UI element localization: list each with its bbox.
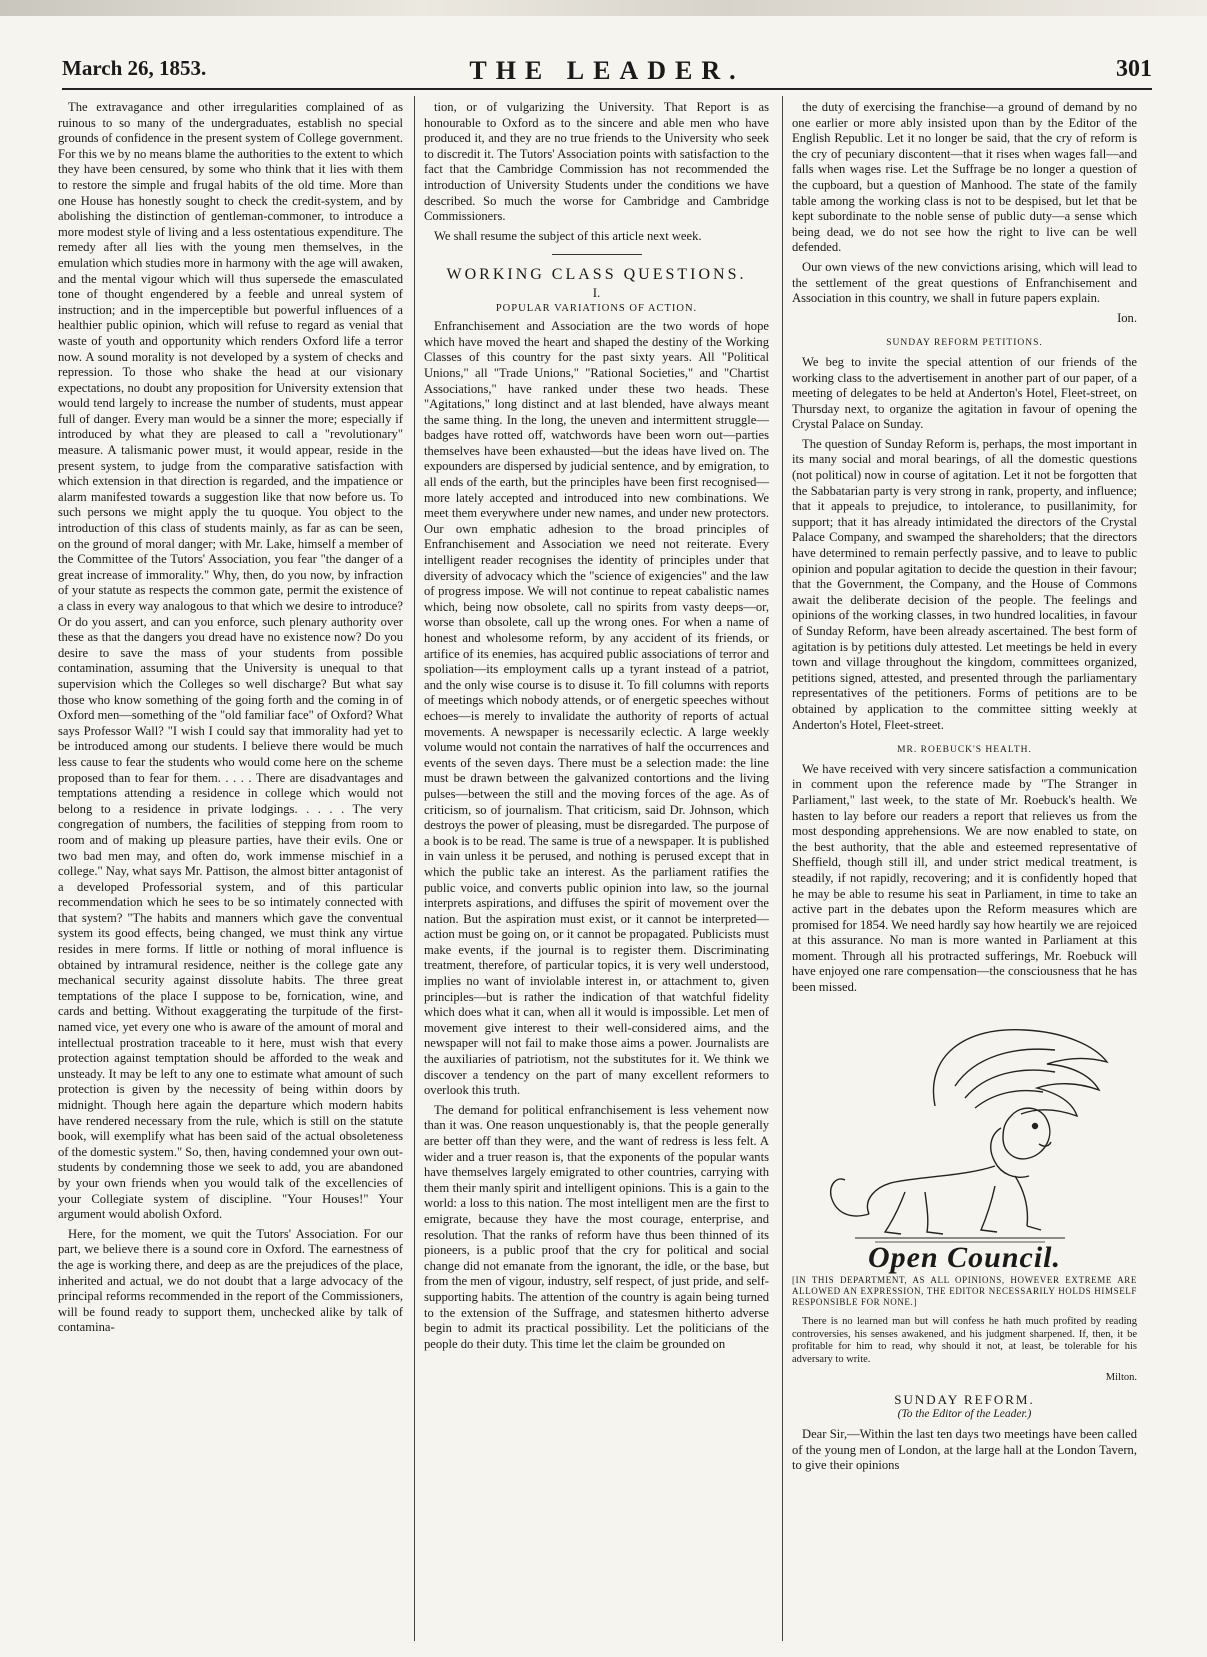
- editor-disclaimer: [IN THIS DEPARTMENT, AS ALL OPINIONS, HOWEVER EXTREME ARE ALLOWED AN EXPRESSION, THE EDITOR NECESSARILY HOLDS HIMSELF RESPONSIBLE FOR NONE.]: [792, 1275, 1137, 1308]
- section-subtitle: POPULAR VARIATIONS OF ACTION.: [495, 302, 698, 314]
- column-3: [792, 100, 1137, 1640]
- page-header: [62, 56, 1152, 86]
- article-paragraph: The question of Sunday Reform is, perhaps, the most important in its many social and moral bearings, of all the domestic questions (not political) now in course of agitation. Let it not be forgotten that the Sabbatarian party is very strong in rank, property, and influence; that it appeals to prejudice, to intolerance, to pusillanimity, for support; that it has already intimidated the directors of the Crystal Palace Company, and swamped the shareholders; that the directors have determined to remain perfectly passive, and to leave to public opinion and popular agitation to decide the question in their favour; that the Government, the Company, and the House of Commons await the deliberate decision of the people. The feelings and opinions of the working classes, in two hundred localities, in favour of Sunday Reform, have been already ascertained. The best form of agitation is by petitions duly attested. Let meetings be held in every town and village throughout the kingdom, committees organized, petitions signed, attested, and presented through the parliamentary representatives of the petitioners. Forms of petitions are to be obtained by application to the committee sitting weekly at Anderton's Hotel, Fleet-street.: [792, 436, 1137, 732]
- header-rule: [62, 88, 1152, 90]
- column-2: [424, 100, 769, 1640]
- roebuck-heading: MR. ROEBUCK'S HEALTH.: [897, 745, 1032, 756]
- author-signature: Ion.: [1117, 310, 1137, 325]
- section-rule: [552, 254, 642, 255]
- section-title: WORKING CLASS QUESTIONS.: [446, 266, 747, 284]
- milton-quote: There is no learned man but will confess he hath much profited by reading controversies, his senses awakened, and his judgment sharpened. If, then, it be profitable for him to read, why should it not, at least, be tolerable for his adversary to write.: [792, 1316, 1137, 1365]
- letter-title: SUNDAY REFORM.: [894, 1391, 1035, 1407]
- letter-subtitle: (To the Editor of the Leader.): [897, 1408, 1032, 1421]
- column-1: [58, 100, 403, 1640]
- winged-lion-illustration: [815, 1016, 1115, 1246]
- article-paragraph: tion, or of vulgarizing the University. That Report is as honourable to Oxford as to the sincere and able men who have produced it, and they are no true friends to the University who seek to discredit it. The Tutors' Association points with satisfaction to the fact that the Cambridge Commission has not recommended the introduction of University Students under the conditions we have described. So much the worse for Cambridge and Cambridge Commissioners.: [424, 100, 769, 224]
- article-paragraph: The demand for political enfranchisement is less vehement now than it was. One reason unquestionably is, that the people generally are better off than they were, and the want of redress is less felt. A wider and a truer reason is, that the exponents of the popular wants have themselves largely emigrated to other countries, carrying with them their manly spirit and intelligent opinions. This is a gain to the world: a loss to this nation. The most intelligent men are the first to emigrate, because they have the most courage, enterprise, and resolution. That the ranks of reform have thus been thinned of its pioneers, is a public proof that the cry for political and social change did not emanate from the ignorant, the idle, or the base, but from the men of vigour, industry, self respect, of just pride, and self-supporting habits. The attention of the country is again being turned to the extension of the Suffrage, and statesmen hitherto adverse begin to admit its practical possibility. Let the politicians of the people do their duty. This time let the claim be grounded on: [424, 1102, 769, 1351]
- section-number: I.: [592, 284, 601, 300]
- article-paragraph: Here, for the moment, we quit the Tutors' Association. For our part, we believe there is a sound core in Oxford. The earnestness of the age is working there, and deep as are the prejudices of the place, inherited and actual, we do not doubt that a large advocacy of the principal reforms recommended in the report of the Commissioners, will be found ready to support them, unchecked alike by talk of contamina-: [58, 1226, 403, 1335]
- article-paragraph: We have received with very sincere satisfaction a communication in comment upon the reference made by "The Stranger in Parliament," last week, to the state of Mr. Roebuck's health. We hasten to lay before our readers a report that relieves us from the most desponding apprehensions. We are now enabled to state, on the best authority, that the able and esteemed representative of Sheffield, though still ill, and under strict medical treatment, is steadily, if not rapidly, recovering; and it is confidently hoped that he may be able to resume his seat in Parliament, in time to take an active part in the debates upon the Reform measures which are promised for 1854. We need hardly say how heartily we are rejoiced at this assurance. No man is more wanted in Parliament at this moment. Through all his protracted sufferings, Mr. Roebuck will have enjoyed one rare compensation—the consciousness that he has been missed.: [792, 761, 1137, 995]
- page-number: 301: [1116, 56, 1152, 82]
- article-paragraph: We shall resume the subject of this article next week.: [434, 228, 702, 243]
- article-paragraph: the duty of exercising the franchise—a ground of demand by no one earlier or more ably insisted upon than by the Editor of the English Republic. Let it no longer be said, that the cry of reform is the cry of pecuniary discontent—that it rises when wages fall—and falls when wages rise. Let the Suffrage be no longer a question of the cupboard, but a question of Manhood. The state of the family table among the working class is not to be despised, but let that be kept subordinate to the noble sense of public duty—a sense which being dead, we do not see how the right to live can be well defended.: [792, 100, 1137, 255]
- article-paragraph: Enfranchisement and Association are the two words of hope which have moved the heart and shaped the destiny of the Working Classes of this country for the past sixty years. All "Political Unions," all "Trade Unions," "Rational Societies," and "Chartist Associations," have ranked under these two heads. These "Agitations," long distinct and at last blended, have always meant the same thing. In the long, the uneven and intermittent struggle—badges have rotted off, watchwords have been worn out—parties themselves have been exhausted—but the ideas have lived on. The expounders are dispersed by judicial sentence, and by emigration, to all ends of the earth, but the principles have been first recognised—more lately accepted and introduced into new combinations. We meet them everywhere under new names, and under new protectors. Our own emphatic adhesion to the broad principles of Enfranchisement and Association we need not reiterate. Every intelligent reader recognises the identity of principles under that diversity of advocacy which the "science of exigencies" and the law of progress impose. We will not continue to repeat cabalistic names which, being now obsolete, call no spirits from vasty deeps—or, worse than obsolete, call up the wrong ones. For when a name of honest and wholesome reform, by any accident of its friends, or artifice of its enemies, has acquired public associations of terror and spoliation—its employment calls up a tyrant instead of a patriot, and the only wise course is to disuse it. To fill columns with reports of meetings which nobody attends, or of energetic speeches without echoes—is merely to invalidate the authority of reports of actual movements. A newspaper is necessarily eclectic. A large weekly volume would not contain the narratives of half the occurrences and events of the seven days. There must be a selection made: the line must be drawn between the galvanized contortions and the living pulses—between the still and the moving forces of the age. As of criticism, so of journalism. That criticism, said Dr. Johnson, which destroys the power of pleasing, must be disregarded. The purpose of a book is to be read. The same is true of a newspaper. It is published in vain unless it be perused, and nothing is perused except that in which the public take an interest. As the parliament ratifies the public voice, and converts public opinion into law, so the journal interprets aspirations, and diffuses the spirit of movement over the nation. But the aspiration must exist, or it cannot be interpreted—action must be going on, or it cannot be propagated. Publicists must make events, if the journal is to register them. Discriminating treatment, therefore, of particular topics, it is very well understood, implies no want of inviolable interest in, or attachment to, given principles—but is rather the indication of that watchful fidelity which does what it can, when all it would is impossible. Let men of movement give interest to their well-considered aims, and the newspaper will not fail to make those aims a power. Journalists are the auxiliaries of patriotism, not the substitutes for it. We think we discover a tendency on the part of many excellent reformers to overlook this truth.: [424, 319, 769, 1098]
- column-divider: [782, 96, 783, 1641]
- article-paragraph: Our own views of the new convictions arising, which will lead to the settlement of the great questions of Enfranchisement and Association in this country, we shall in future papers explain.: [792, 259, 1137, 306]
- sunday-petitions-heading: SUNDAY REFORM PETITIONS.: [886, 338, 1043, 349]
- article-paragraph: The extravagance and other irregularities complained of as ruinous to so many of the undergraduates, establish no special grounds of confidence in the present system of College government. For this we by no means blame the authorities to the extent to which they have been censured, by some who think that it lies with them to restore the simple and frugal habits of the old time. More than one House has honestly sought to check the credit-system, and by abolishing the distinction of gentleman-commoner, to introduce a more modest style of living and a less ostentatious expenditure. The remedy after all lies with the young men themselves, in the emulation which studies more in harmony with the age will awaken, and the mental vigour which will thus supersede the emasculated tone of thought engendered by a feeble and unreal system of instruction; and in the imperceptible but powerful influences of a healthier public opinion, which will refuse to regard as venial that waste of youth and opportunity which renders Oxford life a terror now. A sound morality is not developed by a system of checks and repression. To those who shake the head at our visionary expectations, no doubt any proposition for University extension that would tend largely to increase the number of students, must appear full of danger. Every man would be a sinner the more; especially if introduced by what they are pleased to call a "revolutionary" measure. A talismanic power must, it would appear, reside in the present system, to judge from the comparative satisfaction with which extension in that direction is regarded, and the impatience or alarm manifested towards a suggestion like that now before us. To such persons we might apply the tu quoque. You object to the introduction of this class of students mainly, as far as can be seen, on the ground of moral danger; with Mr. Lake, himself a member of the Committee of the Tutors' Association, you fear "the danger of a great increase of immorality." Why, then, do you now, by infraction of your statute as respects the common gate, permit the existence of a class in every way analogous to that which we desire to introduce? Or do you assert, and can you enforce, such plenary authority over these as that the dangers you dread have no existence now? Do you desire to save the mass of your students from possible contamination, assuming that the University is unequal to that supervision which the Colleges so well discharge? But what say those who know something of the going forth and the coming in of Oxford men—something of the "old familiar face" of Oxford? What says Professor Wall? "I wish I could say that immorality had yet to be introduced among our students. I believe there would be much less cause to fear the students who would come here on the scheme proposed than to fear for them. . . . . There are disadvantages and temptations attending a residence in college which would not belong to a residence in private lodgings. . . . . The very congregation of numbers, the facilities of stepping from room to room and of making up pleasure parties, have their evils. One or two bad men may, and often do, work immense mischief in a college." Nay, what says Mr. Pattison, the almost bitter antagonist of a developed Professorial system, and of this particular recommendation which he sees to be so intimately connected with that system? "The habits and manners which gave the conventual system its good effects, being changed, we must think any virtue resides in mere forms. If little or nothing of moral influence is obtained by intramural residence, neither is the college gate any mechanical security against dissolute habits. The three great temptations of the place I suppose to be, fornication, wine, and cards and betting. Without exaggerating the turpitude of the first-named vice, yet every one who is aware of the amount of moral and intellectual prostration traceable to it here, must wish that every protection against temptation should be afforded to the weak and unsteady. It may be left to any one to estimate what amount of such protection is given by the necessity of being within doors by midnight. Though here again the departure which modern habits have rendered necessary from the rule, which is still on the statute book, will exemplify what has been said of the actual obsoleteness of the domestic system." So, then, having condemned your own out-students by condemning those we seek to add, you are abandoned by your own friends when you would talk of the excellencies of your Collegiate system of discipline. "Your Houses!" Your argument would abolish Oxford.: [58, 100, 403, 1222]
- quote-attribution: Milton.: [1105, 1372, 1137, 1384]
- masthead-title: THE LEADER.: [469, 56, 745, 85]
- issue-date: March 26, 1853.: [62, 56, 207, 80]
- article-paragraph: We beg to invite the special attention of our friends of the working class to the advertisement in another part of our paper, of a meeting of delegates to be held at Anderton's Hotel, Fleet-street, on Thursday next, to organize the agitation in favour of opening the Crystal Palace on Sunday.: [792, 354, 1137, 432]
- column-divider: [414, 96, 415, 1641]
- scan-edge: [0, 0, 1207, 16]
- letter-text: Dear Sir,—Within the last ten days two meetings have been called of the young men of London, at the large hall at the London Tavern, to give their opinions: [792, 1427, 1137, 1473]
- open-council-title: Open Council.: [867, 1240, 1062, 1274]
